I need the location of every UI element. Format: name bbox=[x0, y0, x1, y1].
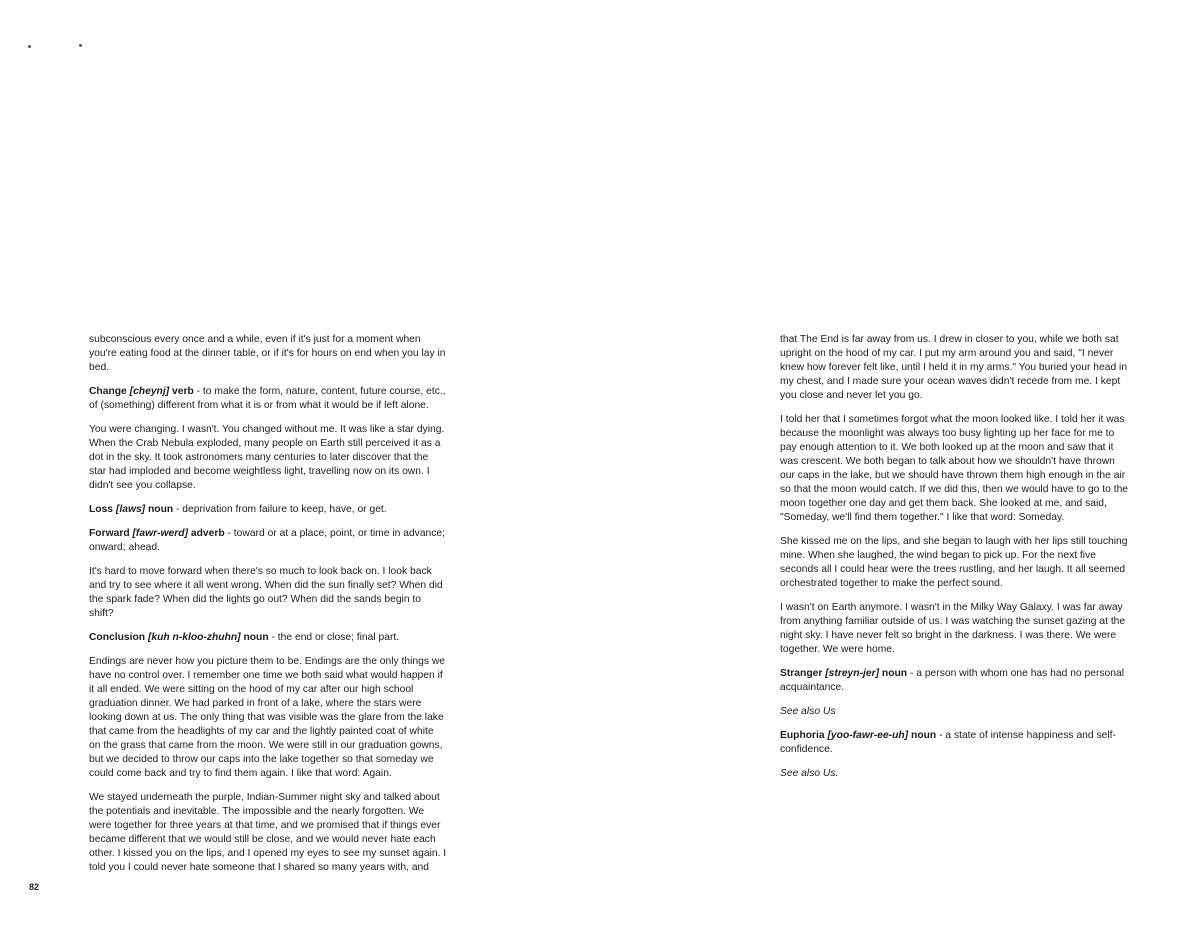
part-of-speech: verb bbox=[172, 386, 194, 397]
pronunciation: [fawr-werd] bbox=[132, 528, 188, 539]
scan-speck bbox=[79, 44, 82, 47]
pronunciation: [kuh n-kloo-zhuhn] bbox=[147, 632, 241, 643]
part-of-speech: noun bbox=[147, 504, 174, 515]
pronunciation: [yoo-fawr-ee-uh] bbox=[827, 730, 909, 741]
definition-stranger bbox=[780, 667, 1130, 695]
definition-text: - a person with whom one has had no personal acquaintance. bbox=[780, 668, 1125, 693]
paragraph: subconscious every once and a while, even if it's just for a moment when you're eating food at the dinner table, or if it's for hours on end when you lay in bed. bbox=[89, 334, 446, 373]
term: Forward bbox=[89, 528, 130, 539]
part-of-speech: noun bbox=[243, 632, 269, 643]
definition-text: - a state of intense happiness and self-confidence. bbox=[780, 730, 1116, 755]
pronunciation: [laws] bbox=[115, 504, 146, 515]
definition-text: - toward or at a place, point, or time in advance; onward; ahead. bbox=[89, 528, 446, 553]
paragraph: I wasn't on Earth anymore. I wasn't in the Milky Way Galaxy. I was far away from anything familiar outside of us. I was watching the sunset gazing at the night sky. I have never felt so bright in the darkness. I was there. We were together. We were home. bbox=[780, 602, 1126, 655]
part-of-speech: adverb bbox=[190, 528, 225, 539]
paragraph: She kissed me on the lips, and she began to laugh with her lips still touching mine. When she laughed, the wind began to pick up. For the next five seconds all I could hear were the trees rustling, and her laugh. It all seemed orchestrated together to make the perfect sound. bbox=[780, 536, 1128, 589]
right-page-text bbox=[780, 333, 1130, 791]
definition-euphoria bbox=[780, 729, 1130, 757]
pronunciation: [cheynj] bbox=[129, 386, 170, 397]
definition-forward bbox=[89, 527, 447, 555]
definition-loss bbox=[89, 503, 447, 517]
paragraph: We stayed underneath the purple, Indian-Summer night sky and talked about the potentials and inevitable. The impossible and the nearly forgotten. We were together for three years at that time, and we promised that if things ever became different that we would still be close, and we would never hate each other. I kissed you on the lips, and I opened my eyes to see my sunset again. I told you I could never hate someone that I shared so many years with, and bbox=[89, 792, 447, 873]
part-of-speech: noun bbox=[911, 730, 937, 741]
paragraph: that The End is far away from us. I drew in closer to you, while we both sat upright on the hood of my car. I put my arm around you and said, "I never knew how forever felt like, until I held it in my arms." You buried your head in my chest, and I made sure your ocean waves didn't recede from me. I kept you close and never let you go. bbox=[780, 334, 1128, 401]
definition-text: - deprivation from failure to keep, have, or get. bbox=[173, 504, 387, 515]
paragraph: You were changing. I wasn't. You changed without me. It was like a star dying. When the Crab Nebula exploded, many people on Earth still perceived it as a dot in the sky. It took astronomers many centuries to later discover that the star had imploded and become weightless light, travelling now on its own. I didn't see you collapse. bbox=[89, 424, 445, 491]
term: Change bbox=[89, 386, 127, 397]
definition-text: - the end or close; final part. bbox=[268, 632, 400, 643]
definition-change bbox=[89, 385, 447, 413]
page-number: 82 bbox=[29, 882, 40, 892]
term: Loss bbox=[89, 504, 114, 515]
definition-conclusion bbox=[89, 631, 447, 645]
term: Conclusion bbox=[89, 632, 146, 643]
see-also: See also Us bbox=[780, 706, 836, 717]
term: Euphoria bbox=[780, 730, 825, 741]
left-page-text bbox=[89, 333, 447, 885]
paragraph: I told her that I sometimes forgot what the moon looked like. I told her it was because the moonlight was always too busy lighting up her face for me to pay enough attention to it. We both looked up at the moon and saw that it was crescent. We both began to talk about how we shouldn't have thrown our caps in the lake, but we should have thrown them high enough in the air so that the moon would catch. If we did this, then we would have to go to the moon together one day and get them back. She looked at me, and said, "Someday, we'll find them together." I like that word: Someday. bbox=[780, 414, 1129, 523]
scan-speck bbox=[28, 45, 31, 48]
part-of-speech: noun bbox=[881, 668, 908, 679]
paragraph: Endings are never how you picture them to be. Endings are the only things we have no control over. I remember one time we both said what would happen if it all ended. We were sitting on the hood of my car after our high school graduation dinner. We had parked in front of a lake, where the stars were looking down at us. The only thing that was visible was the glare from the lake that came from the headlights of my car and the lightly painted coat of white on the grass that came from the moon. We were still in our graduation gowns, but we decided to throw our caps into the lake together so that someday we could come back and try to find them again. I like that word: Again. bbox=[89, 656, 446, 779]
pronunciation: [streyn-jer] bbox=[825, 668, 880, 679]
term: Stranger bbox=[780, 668, 823, 679]
see-also: See also Us. bbox=[780, 768, 839, 779]
definition-text: - to make the form, nature, content, future course, etc., of (something) different from what it is or from what it would be if left alone. bbox=[89, 386, 446, 411]
paragraph: It's hard to move forward when there's so much to look back on. I look back and try to see where it all went wrong. When did the sun finally set? When did the spark fade? When did the lights go out? When did the sands begin to shift? bbox=[89, 566, 443, 619]
